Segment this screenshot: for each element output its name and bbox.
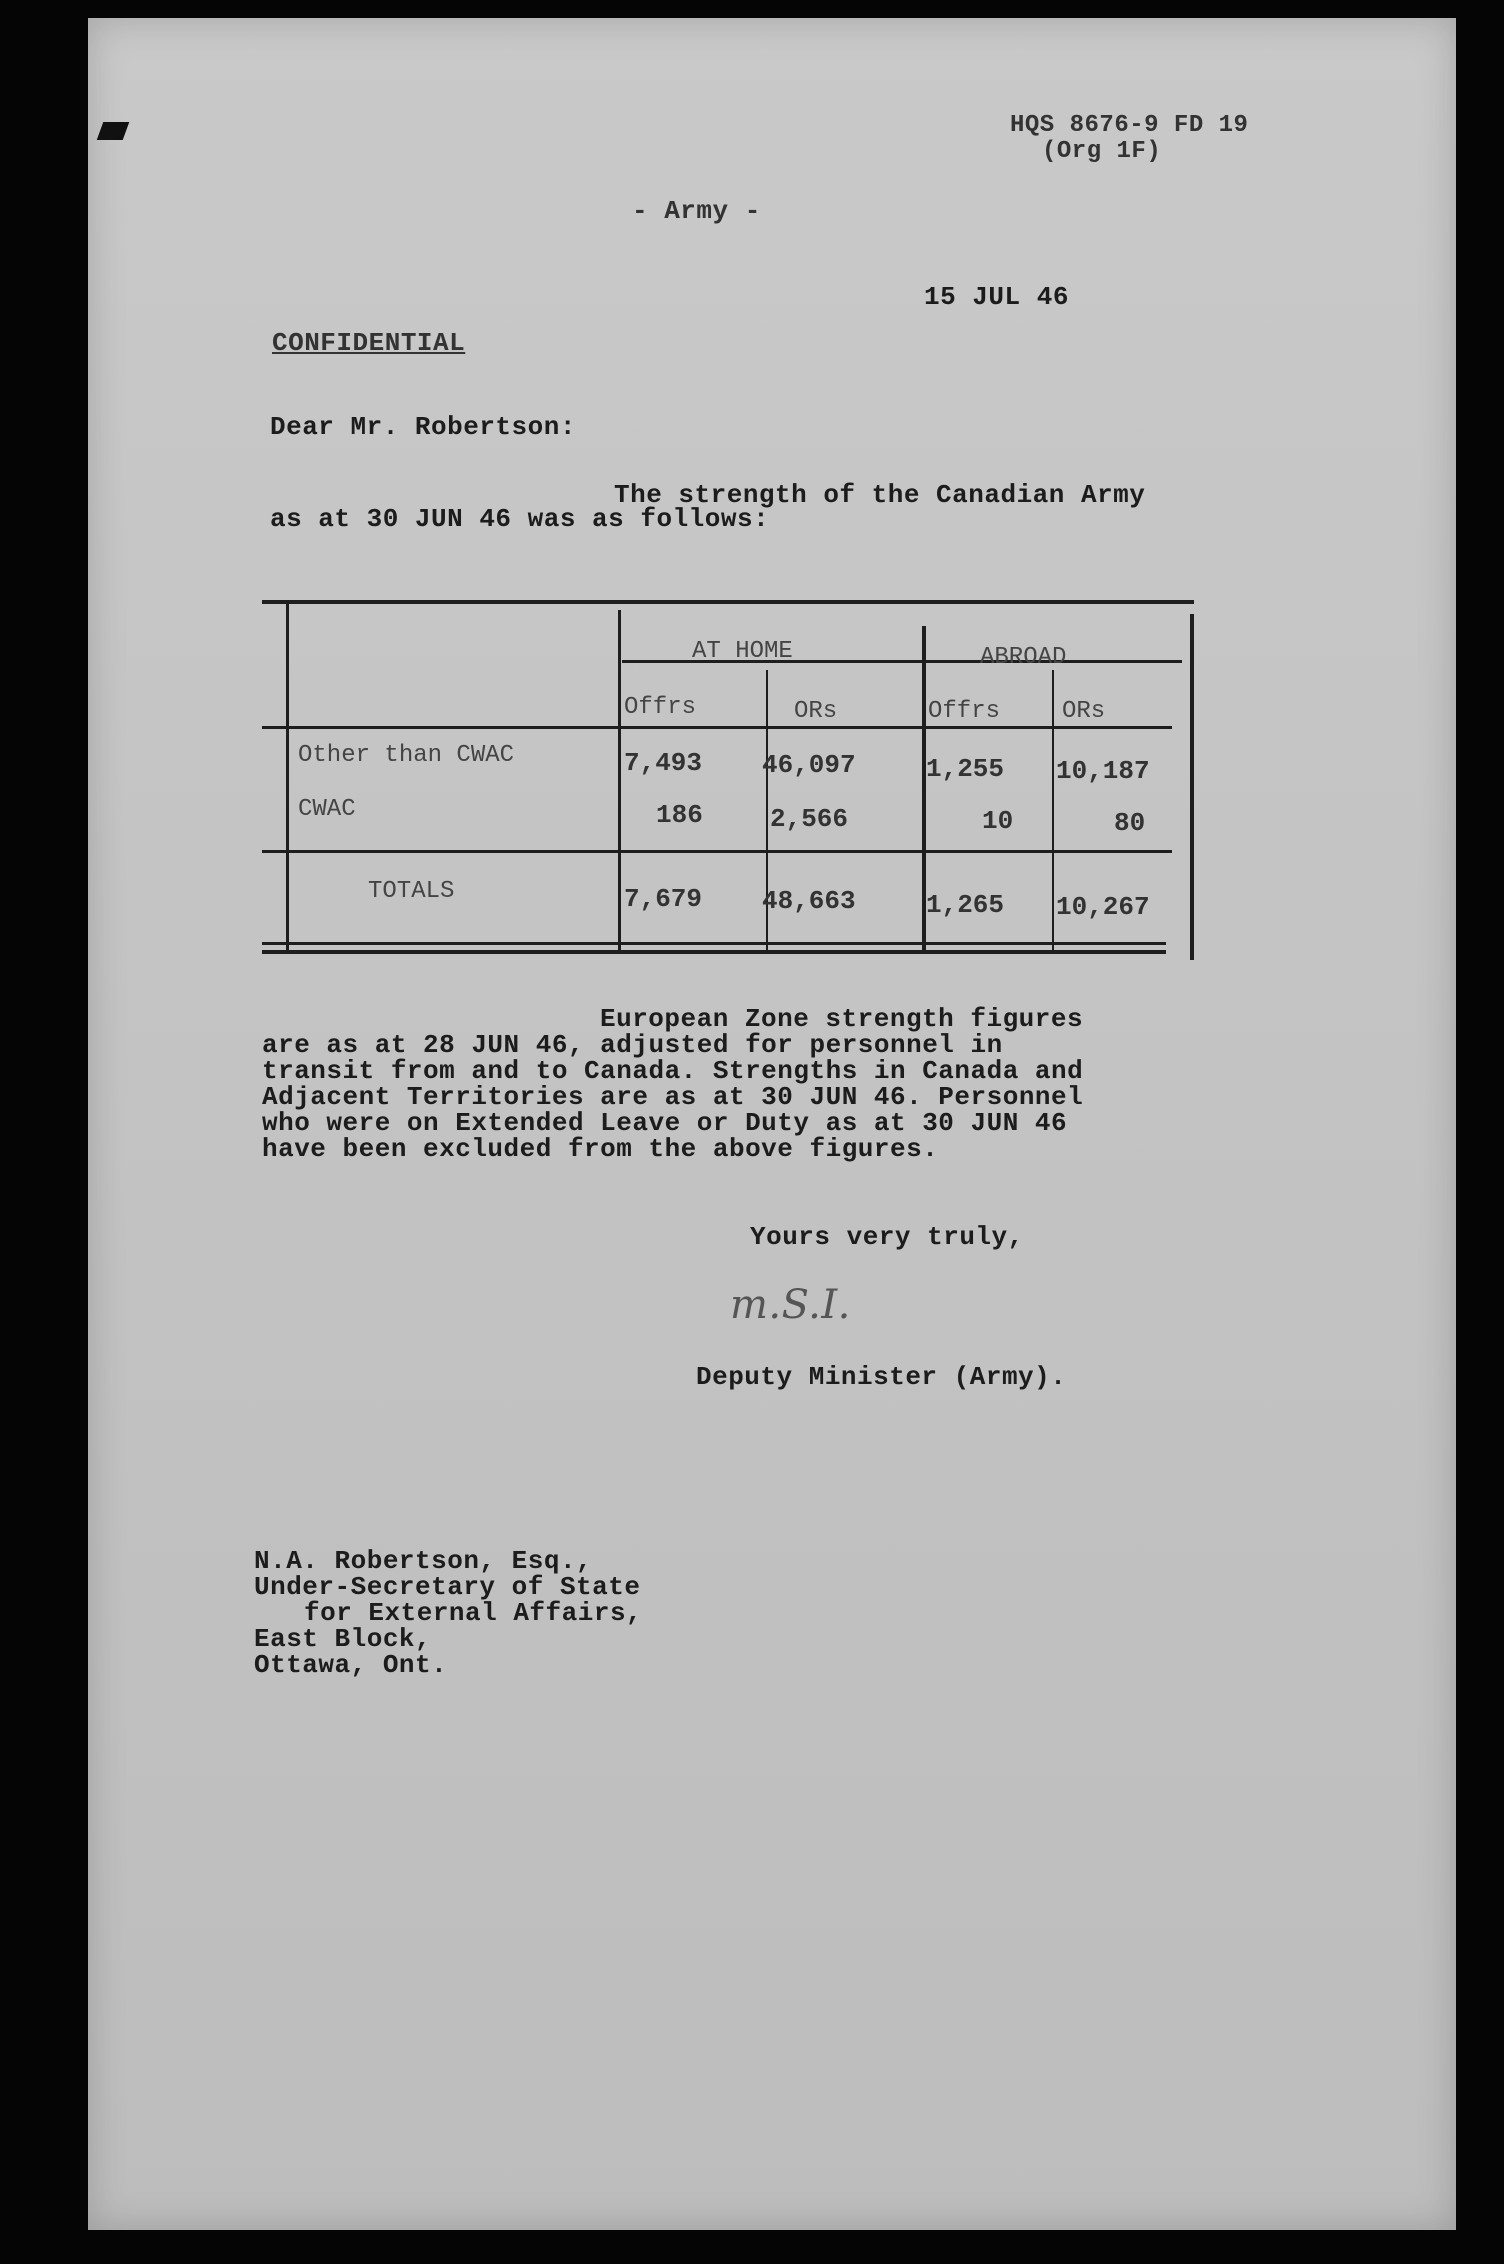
home-left-rule (618, 610, 621, 954)
table-top-rule (262, 600, 1194, 604)
cell-total-abroad-ors: 10,267 (1056, 892, 1150, 922)
file-reference-org: (Org 1F) (1042, 138, 1162, 165)
notes-line-5: who were on Extended Leave or Duty as at 30 JUN 46 (262, 1108, 1068, 1138)
cell-total-abroad-offrs: 1,265 (926, 890, 1005, 920)
abroad-mid-rule (1052, 670, 1054, 954)
header-at-home: AT HOME (692, 638, 793, 665)
notes-paragraph (262, 1006, 1083, 1162)
cell-other-abroad-ors: 10,187 (1056, 756, 1150, 786)
row-label-totals: TOTALS (368, 878, 455, 905)
classification-label: CONFIDENTIAL (272, 328, 466, 358)
service-heading: - Army - (632, 196, 761, 226)
row-label-cwac: CWAC (298, 796, 356, 823)
signer-title: Deputy Minister (Army). (696, 1362, 1067, 1392)
notes-line-6: have been excluded from the above figures. (262, 1134, 939, 1164)
closing: Yours very truly, (750, 1222, 1024, 1252)
cell-cwac-abroad-ors: 80 (1114, 808, 1146, 838)
cell-cwac-home-ors: 2,566 (770, 804, 849, 834)
recipient-address (254, 1548, 642, 1678)
handwritten-signature: m.S.I. (730, 1282, 851, 1328)
subheader-rule (262, 726, 1172, 729)
intro-line-1: The strength of the Canadian Army (614, 480, 1146, 510)
address-line-3: for External Affairs, (304, 1598, 643, 1628)
header-abroad: ABROAD (980, 644, 1067, 671)
subheader-home-offrs: Offrs (624, 694, 697, 721)
row-label-other-than-cwac: Other than CWAC (298, 742, 515, 769)
cell-cwac-abroad-offrs: 10 (982, 806, 1014, 836)
bottom-rule-2 (262, 950, 1166, 954)
cell-other-home-offrs: 7,493 (624, 748, 703, 778)
address-line-5: Ottawa, Ont. (254, 1650, 448, 1680)
subheader-home-ors: ORs (794, 698, 838, 725)
subheader-abroad-ors: ORs (1062, 698, 1106, 725)
table-left-rule (286, 600, 289, 950)
notes-line-4: Adjacent Territories are as at 30 JUN 46. Personnel (262, 1082, 1084, 1112)
table-right-rule (1190, 614, 1194, 960)
address-line-4: East Block, (254, 1624, 432, 1654)
cell-cwac-home-offrs: 186 (656, 800, 703, 830)
letter-date: 15 JUL 46 (924, 282, 1069, 312)
bottom-rule-1 (262, 942, 1166, 945)
totals-rule (262, 850, 1172, 853)
notes-line-1: European Zone strength figures (600, 1004, 1084, 1034)
notes-line-3: transit from and to Canada. Strengths in Canada and (262, 1056, 1084, 1086)
address-line-2: Under-Secretary of State (254, 1572, 641, 1602)
cell-total-home-ors: 48,663 (762, 886, 856, 916)
cell-other-abroad-offrs: 1,255 (926, 754, 1005, 784)
subheader-abroad-offrs: Offrs (928, 698, 1001, 725)
strength-table (262, 600, 1194, 960)
address-line-1: N.A. Robertson, Esq., (254, 1546, 593, 1576)
file-reference: HQS 8676-9 FD 19 (1010, 112, 1249, 139)
cell-total-home-offrs: 7,679 (624, 884, 703, 914)
salutation: Dear Mr. Robertson: (270, 412, 576, 442)
intro-line-2: as at 30 JUN 46 was as follows: (270, 504, 770, 534)
notes-line-2: are as at 28 JUN 46, adjusted for personnel in (262, 1030, 1003, 1060)
cell-other-home-ors: 46,097 (762, 750, 856, 780)
